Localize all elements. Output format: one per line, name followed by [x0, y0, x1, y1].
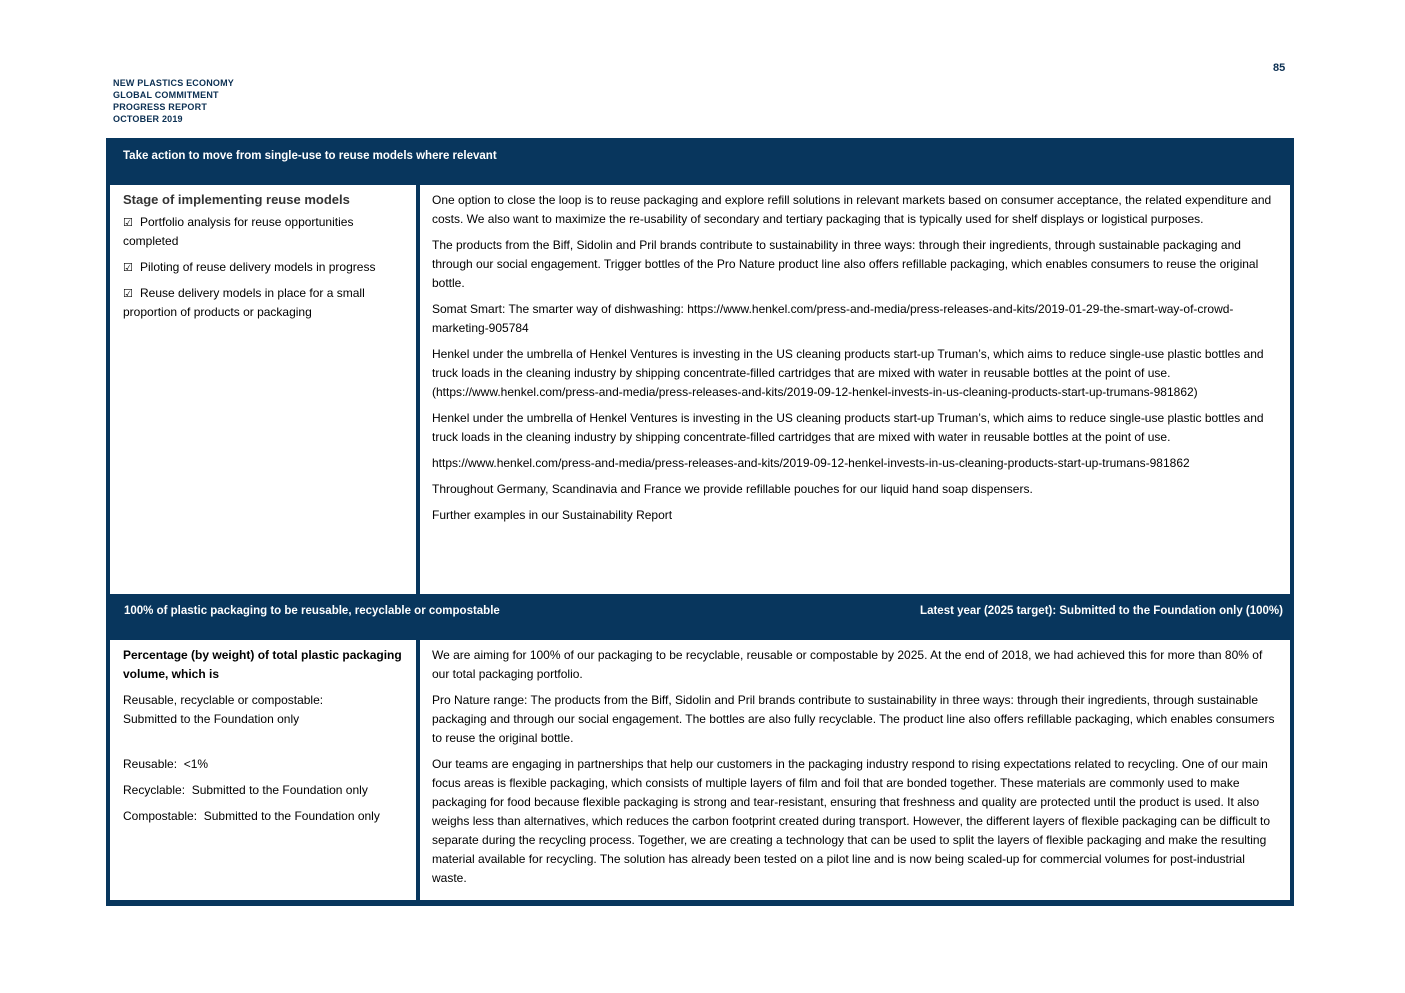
metric-row [123, 755, 408, 774]
report-header-line: OCTOBER 2019 [113, 114, 183, 124]
metric-row [123, 807, 408, 826]
recyclable-paragraph: Our teams are engaging in partnerships that help our customers in the packaging industry respond to rising expectations related to recycling. One of our main focus areas is flexible packaging, which consists of multiple layers of film and foil that are bonded together. These materials are commonly used to make packaging for food because flexible packaging is strong and tear-resistant, ensuring that freshness and quality are protected until the product is used. It also weighs less than alternatives, which reduces the carbon footprint created during transport. However, the different layers of flexible packaging can be difficult to separate during the recycling process. Together, we are creating a technology that can be used to split the layers of flexible packaging and make the resulting material available for recycling. The solution has already been tested on a pilot line and is now being scaled-up for commercial volumes for post-industrial waste. [432, 757, 1271, 885]
combined-metric [123, 691, 408, 729]
checkbox-checked-icon: ☑ [123, 216, 133, 229]
report-header-line: GLOBAL COMMITMENT [113, 90, 219, 100]
reuse-paragraph: Throughout Germany, Scandinavia and France we provide refillable pouches for our liquid hand soap dispensers. [432, 482, 1033, 496]
commitment-table [106, 138, 1294, 906]
checklist-item [123, 284, 408, 322]
metric-title: Percentage (by weight) of total plastic packaging volume, which is [123, 648, 402, 681]
metric-label: Recyclable: [123, 783, 186, 797]
target-status: Latest year (2025 target): Submitted to the Foundation only (100%) [920, 605, 1283, 617]
combined-label: Reusable, recyclable or compostable: [123, 693, 324, 707]
stage-title: Stage of implementing reuse models [123, 192, 350, 207]
section-title-reuse: Take action to move from single-use to reuse models where relevant [123, 150, 497, 162]
report-header-line: PROGRESS REPORT [113, 102, 208, 112]
report-header-line: NEW PLASTICS ECONOMY [113, 78, 235, 88]
checkbox-checked-icon: ☑ [123, 261, 133, 274]
checklist-label: Portfolio analysis for reuse opportunities completed [123, 215, 354, 248]
metric-value: <1% [183, 757, 209, 771]
reuse-paragraph: https://www.henkel.com/press-and-media/press-releases-and-kits/2019-09-12-henkel-invests-in-us-cleaning-products-start-up-trumans-981862 [432, 456, 1190, 470]
reuse-stage-cell [110, 185, 416, 594]
reuse-details-cell [420, 185, 1290, 594]
section-header-reuse [106, 138, 1294, 184]
recyclable-paragraph: Pro Nature range: The products from the Biff, Sidolin and Pril brands contribute to sustainability in three ways: through their ingredients, through sustainable packaging and through our social engagement. The bottles are also fully recyclable. The product line also offers refillable packaging, which enables consumers to reuse the original bottle. [432, 693, 1275, 745]
recyclable-details-cell [420, 640, 1290, 900]
checkbox-checked-icon: ☑ [123, 287, 133, 300]
page-number: 85 [1273, 62, 1286, 74]
reuse-paragraph: Henkel under the umbrella of Henkel Ventures is investing in the US cleaning products start-up Truman’s, which aims to reduce single-use plastic bottles and truck loads in the cleaning industry by shipping concentrate-filled cartridges that are mixed with water in reusable bottles at the point of use. [432, 411, 1264, 444]
spacer [123, 736, 408, 755]
recyclable-paragraph: We are aiming for 100% of our packaging to be recyclable, reusable or compostable by 2025. At the end of 2018, we had achieved this for more than 80% of our total packaging portfolio. [432, 648, 1263, 681]
metric-label: Compostable: [123, 809, 198, 823]
section-title-recyclable: 100% of plastic packaging to be reusable, recyclable or compostable [124, 605, 500, 617]
metric-value: Submitted to the Foundation only [203, 809, 380, 823]
checklist-item [123, 258, 408, 277]
reuse-paragraph: Somat Smart: The smarter way of dishwashing: https://www.henkel.com/press-and-media/press-releases-and-kits/2019-01-29-the-smart-way-of-crowd-marketing-905784 [432, 302, 1234, 335]
reuse-paragraph: Henkel under the umbrella of Henkel Ventures is investing in the US cleaning products start-up Truman’s, which aims to reduce single-use plastic bottles and truck loads in the cleaning industry by shipping concentrate-filled cartridges that are mixed with water in reusable bottles at the point of use. (https://www.henkel.com/press-and-media/press-releases-and-kits/2019-09-12-henkel-invests-in-us-cleaning-products-start-up-trumans-981862) [432, 347, 1264, 399]
metric-label: Reusable: [123, 757, 178, 771]
report-header [113, 77, 234, 125]
checklist-label: Piloting of reuse delivery models in progress [140, 260, 376, 274]
checklist-label: Reuse delivery models in place for a small proportion of products or packaging [123, 286, 365, 319]
reuse-paragraph: Further examples in our Sustainability Report [432, 508, 673, 522]
reuse-paragraph: One option to close the loop is to reuse packaging and explore refill solutions in relevant markets based on consumer acceptance, the related expenditure and costs. We also want to maximize the re-usability of secondary and tertiary packaging that is typically used for shelf displays or logistical purposes. [432, 193, 1272, 226]
checklist-item [123, 213, 408, 251]
metric-row [123, 781, 408, 800]
metric-value: Submitted to the Foundation only [191, 783, 368, 797]
reuse-paragraph: The products from the Biff, Sidolin and Pril brands contribute to sustainability in three ways: through their ingredients, through sustainable packaging and through our social engagement. Trigger bottles of the Pro Nature product line also offers refillable packaging, which enables consumers to reuse the original bottle. [432, 238, 1259, 290]
combined-value: Submitted to the Foundation only [123, 712, 300, 726]
metrics-cell [110, 640, 416, 900]
section-header-recyclable [106, 596, 1294, 638]
